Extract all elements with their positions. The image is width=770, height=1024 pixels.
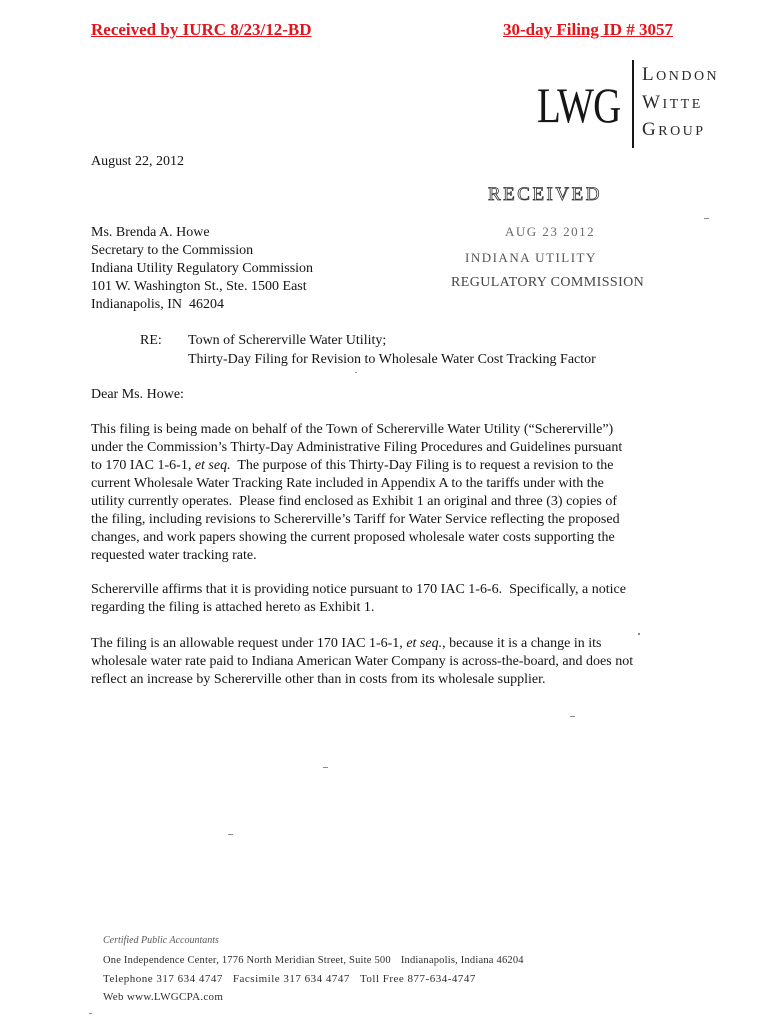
logo-name-witte: WITTE [642, 92, 703, 113]
scan-speck [704, 218, 709, 219]
recipient-name: Ms. Brenda A. Howe [91, 225, 210, 240]
logo-name-group: GROUP [642, 119, 706, 140]
footer-address-line [103, 952, 524, 970]
footer-web: Web www.LWGCPA.com [103, 991, 224, 1003]
body-line: This filing is being made on behalf of the Town of Schererville Water Utility (“Schererville”) [91, 422, 614, 437]
body-line: regarding the filing is attached hereto as Exhibit 1. [91, 600, 375, 615]
iurc-received-notation: Received by IURC 8/23/12-BD [91, 20, 312, 39]
stamp-title: RECEIVED [488, 184, 602, 205]
re-label: RE: [140, 333, 162, 348]
stamp-date: AUG 23 2012 [505, 224, 596, 239]
body-line: wholesale water rate paid to Indiana American Water Company is across-the-board, and does not [91, 654, 634, 669]
re-subject-line: Town of Schererville Water Utility; [188, 333, 387, 348]
body-line: requested water tracking rate. [91, 548, 257, 563]
scan-speck [570, 716, 575, 717]
scan-speck [638, 633, 640, 635]
logo-initials: LWG [537, 77, 621, 133]
stamp-agency-line: REGULATORY COMMISSION [451, 275, 645, 290]
recipient-title: Secretary to the Commission [91, 243, 254, 258]
footer-city: Indianapolis, Indiana 46204 [400, 955, 524, 966]
footer-street-address: One Independence Center, 1776 North Meridian Street, Suite 500 [103, 955, 391, 966]
footer-phone-line [103, 970, 476, 988]
body-line [91, 457, 622, 475]
re-subject [188, 331, 596, 369]
body-line: utility currently operates. Please find enclosed as Exhibit 1 an original and three (3) copies of [91, 494, 618, 509]
line-text: The purpose of this Thirty-Day Filing is to request a revision to the [230, 458, 614, 473]
recipient-address [91, 224, 313, 314]
logo-divider [632, 60, 634, 148]
body-line: Schererville affirms that it is providing notice pursuant to 170 IAC 1-6-6. Specifically, a notice [91, 582, 626, 597]
line-text: The filing is an allowable request under 170 IAC 1-6-1, [91, 636, 407, 651]
scan-speck [89, 1013, 92, 1014]
letter-date: August 22, 2012 [91, 154, 184, 169]
re-subject-line: Thirty-Day Filing for Revision to Wholesale Water Cost Tracking Factor [188, 352, 596, 367]
body-line: current Wholesale Water Tracking Rate included in Appendix A to the tariffs under with the [91, 476, 604, 491]
logo-name-london: LONDON [642, 64, 720, 85]
recipient-organization: Indiana Utility Regulatory Commission [91, 261, 314, 276]
body-paragraph-3 [91, 635, 633, 689]
salutation: Dear Ms. Howe: [91, 387, 184, 402]
body-line [91, 635, 633, 653]
filing-id-notation: 30-day Filing ID # 3057 [503, 20, 674, 39]
citation-italic: et seq. [194, 458, 231, 473]
recipient-city: Indianapolis, IN 46204 [91, 297, 224, 312]
scan-speck [323, 767, 328, 768]
recipient-street: 101 W. Washington St., Ste. 1500 East [91, 279, 307, 294]
citation-italic: et seq. [406, 636, 443, 651]
body-paragraph-1 [91, 421, 622, 565]
line-text: to 170 IAC 1-6-1, [91, 458, 195, 473]
body-line: the filing, including revisions to Schererville’s Tariff for Water Service reflecting the proposed [91, 512, 620, 527]
line-text: , because it is a change in its [442, 636, 602, 651]
body-paragraph-2 [91, 581, 626, 617]
scan-speck [355, 372, 357, 373]
body-line: under the Commission’s Thirty-Day Administrative Filing Procedures and Guidelines pursuant [91, 440, 623, 455]
body-line: changes, and work papers showing the current proposed wholesale water costs supporting the [91, 530, 615, 545]
footer-telephone: Telephone 317 634 4747 [103, 973, 223, 985]
footer-toll-free: Toll Free 877-634-4747 [359, 973, 476, 985]
scan-speck [228, 834, 233, 835]
body-line: reflect an increase by Schererville other than in costs from its wholesale supplier. [91, 672, 546, 687]
footer-tagline: Certified Public Accountants [103, 935, 219, 946]
stamp-agency-line: INDIANA UTILITY [465, 250, 597, 265]
footer-facsimile: Facsimile 317 634 4747 [232, 973, 350, 985]
